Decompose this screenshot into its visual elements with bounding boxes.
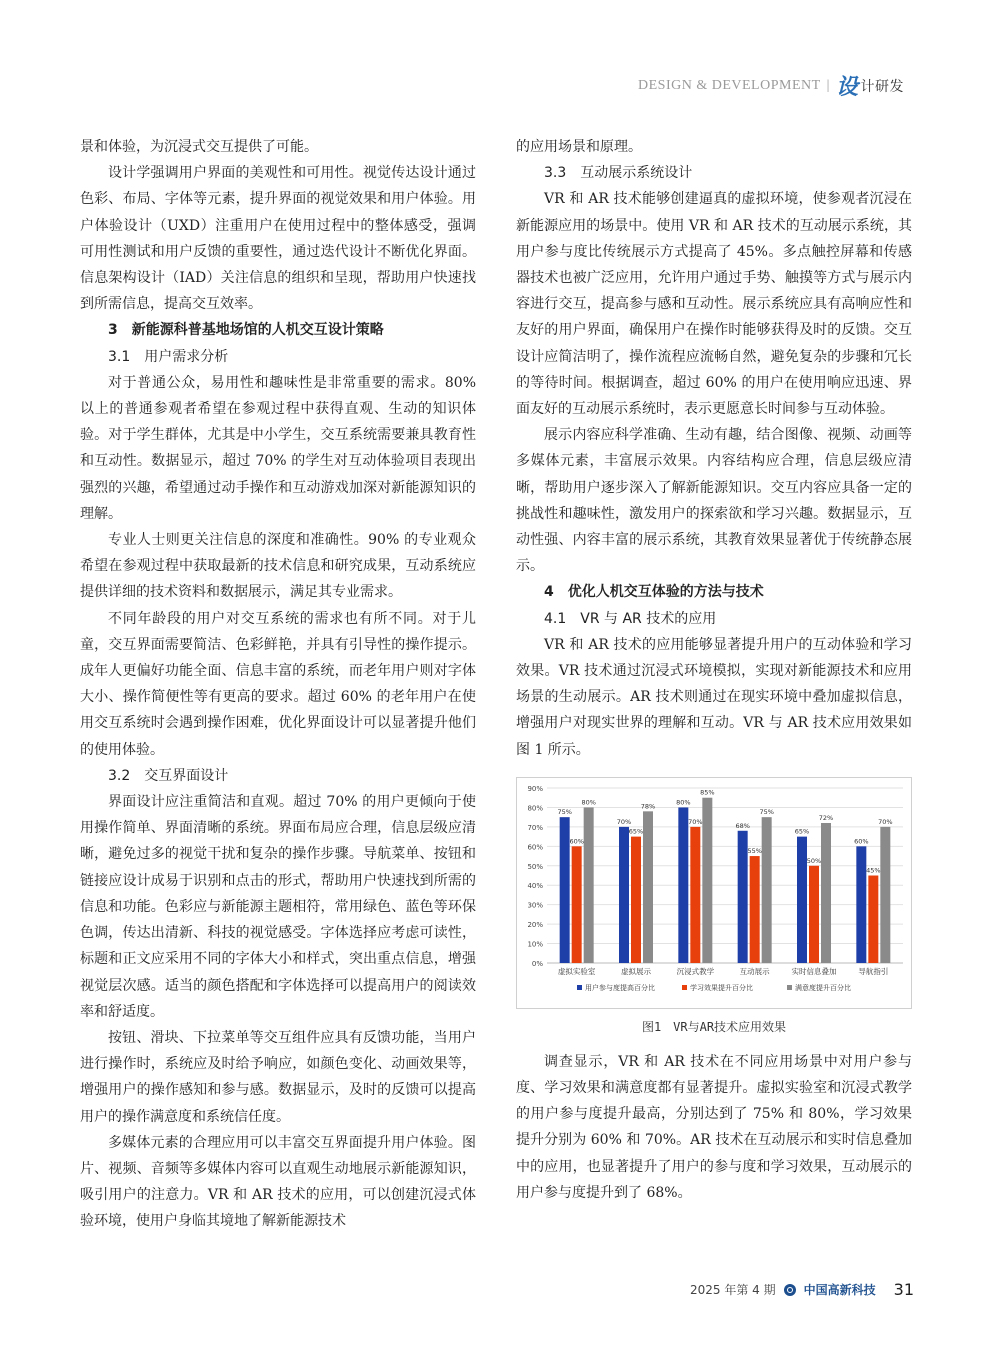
data-label: 50% bbox=[806, 856, 822, 865]
category-label: 互动展示 bbox=[739, 966, 770, 976]
bar bbox=[868, 875, 878, 963]
paragraph: 按钮、滑块、下拉菜单等交互组件应具有反馈功能，当用户进行操作时，系统应及时给予响应，如颜色变化、动画效果等，增强用户的操作感知和参与感。数据显示，及时的反馈可以提高用户的操作满意度和系统信任度。 bbox=[80, 1029, 476, 1125]
paragraph: 对于普通公众，易用性和趣味性是非常重要的需求。80% 以上的普通参观者希望在参观过程中获得直观、生动的知识体验。对于学生群体，尤其是中小学生，交互系统需要兼具教育性和互动性。数据显示，超过 70% 的学生对互动体验项目表现出强烈的兴趣，希望通过动手操作和互动游戏加深对新能源知识的理解。 bbox=[80, 374, 476, 522]
subsection-number: 3.3 bbox=[544, 165, 567, 182]
data-label: 68% bbox=[735, 821, 750, 830]
data-label: 75% bbox=[557, 808, 572, 817]
bar bbox=[631, 836, 641, 962]
bar bbox=[880, 827, 890, 963]
data-label: 72% bbox=[818, 813, 834, 822]
subsection-heading bbox=[516, 606, 912, 632]
header-brand-glyph: 设 bbox=[835, 74, 859, 99]
data-label: 70% bbox=[688, 817, 703, 826]
category-label: 导航指引 bbox=[858, 966, 889, 976]
data-label: 60% bbox=[569, 837, 584, 846]
category-label: 沉浸式教学 bbox=[676, 966, 715, 976]
data-label: 80% bbox=[581, 798, 596, 807]
subsection-title: 交互界面设计 bbox=[144, 767, 229, 784]
subsection-heading bbox=[80, 763, 476, 789]
section-heading: 3 新能源科普基地场馆的人机交互设计策略 bbox=[108, 322, 384, 339]
paragraph: VR 和 AR 技术能够创建逼真的虚拟环境，使参观者沉浸在新能源应用的场景中。使用 VR 和 AR 技术的互动展示系统，其用户参与度比传统展示方式提高了 45%。多点触控屏幕和传感器技术也被广泛应用，允许用户通过手势、触摸等方式与展示内容进行交互，提高参与感和互动性。展示系统应具有高响应性和友好的用户界面，确保用户在操作时能够获得及时的反馈。交互设计应简洁明了，操作流程应流畅自然，避免复杂的步骤和冗长的等待时间。根据调查，超过 60% 的用户在使用响应迅速、界面友好的互动展示系统时，表示更愿意长时间参与互动体验。 bbox=[516, 191, 912, 418]
subsection-heading bbox=[516, 160, 912, 186]
y-tick-label: 10% bbox=[527, 940, 543, 949]
y-tick-label: 0% bbox=[531, 959, 543, 968]
right-column bbox=[516, 134, 912, 1206]
data-label: 85% bbox=[700, 788, 715, 797]
paragraph: 调查显示，VR 和 AR 技术在不同应用场景中对用户参与度、学习效果和满意度都有显著提升。虚拟实验室和沉浸式教学的用户参与度提升最高，分别达到了 75% 和 80%，学习效果提升分别为 60% 和 70%。AR 技术在互动展示和实时信息叠加中的应用，也显著提升了用户的参与度和学习效果，互动展示的用户参与度提升到了 68%。 bbox=[516, 1053, 912, 1201]
subsection-title: 互动展示系统设计 bbox=[580, 165, 693, 182]
y-tick-label: 60% bbox=[527, 843, 543, 852]
header-brand-text: 计研发 bbox=[860, 79, 904, 95]
legend-label: 学习效果提升百分比 bbox=[690, 983, 753, 992]
bar bbox=[678, 807, 688, 963]
legend-swatch bbox=[577, 985, 582, 990]
legend-swatch bbox=[787, 985, 792, 990]
bar bbox=[738, 831, 748, 963]
data-label: 78% bbox=[640, 802, 656, 811]
bar bbox=[690, 827, 700, 963]
figure-chart bbox=[516, 777, 912, 1009]
y-tick-label: 50% bbox=[527, 862, 543, 871]
paragraph: 展示内容应科学准确、生动有趣，结合图像、视频、动画等多媒体元素，丰富展示效果。内容结构应合理，信息层级应清晰，帮助用户逐步深入了解新能源知识。交互内容应具备一定的挑战性和趣味性，激发用户的探索欲和学习兴趣。数据显示，互动性强、内容丰富的展示系统，其教育效果显著优于传统静态展示。 bbox=[516, 427, 912, 575]
paragraph: 设计学强调用户界面的美观性和可用性。视觉传达设计通过色彩、布局、字体等元素，提升界面的视觉效果和用户体验。用户体验设计（UXD）注重用户在使用过程中的整体感受，强调可用性测试和用户反馈的重要性，通过迭代设计不断优化界面。信息架构设计（IAD）关注信息的组织和呈现，帮助用户快速找到所需信息，提高交互效率。 bbox=[80, 165, 476, 313]
y-tick-label: 20% bbox=[527, 920, 543, 929]
data-label: 80% bbox=[676, 798, 691, 807]
paragraph: 景和体验，为沉浸式交互提供了可能。 bbox=[80, 139, 318, 155]
data-label: 60% bbox=[854, 837, 869, 846]
paragraph: 的应用场景和原理。 bbox=[516, 139, 642, 155]
journal-logo-icon bbox=[784, 1284, 796, 1296]
data-label: 45% bbox=[866, 866, 881, 875]
bar-chart bbox=[517, 778, 911, 1008]
bar bbox=[821, 823, 831, 963]
journal-name: 中国高新科技 bbox=[803, 1283, 876, 1297]
bar bbox=[702, 798, 712, 963]
bar bbox=[560, 817, 570, 963]
running-header bbox=[638, 70, 904, 101]
data-label: 75% bbox=[759, 808, 774, 817]
data-label: 65% bbox=[794, 827, 810, 836]
paragraph: 不同年龄段的用户对交互系统的需求也有所不同。对于儿童，交互界面需要简洁、色彩鲜艳，并具有引导性的操作提示。成年人更偏好功能全面、信息丰富的系统，而老年用户则对字体大小、操作简便性等有更高的要求。超过 60% 的老年用户在使用交互系统时会遇到操作困难，优化界面设计可以显著提升他们的使用体验。 bbox=[80, 610, 476, 758]
legend-swatch bbox=[682, 985, 687, 990]
y-tick-label: 70% bbox=[527, 823, 543, 832]
header-separator: | bbox=[826, 77, 830, 93]
subsection-heading bbox=[80, 344, 476, 370]
data-label: 55% bbox=[747, 846, 762, 855]
page-footer bbox=[690, 1280, 914, 1299]
issue-label: 2025 年第 4 期 bbox=[690, 1283, 776, 1297]
bar bbox=[572, 846, 582, 963]
data-label: 70% bbox=[878, 817, 893, 826]
bar bbox=[643, 811, 653, 963]
paragraph: 界面设计应注重简洁和直观。超过 70% 的用户更倾向于使用操作简单、界面清晰的系统。界面布局应合理，信息层级应清晰，避免过多的视觉干扰和复杂的操作步骤。导航菜单、按钮和链接应设计成易于识别和点击的形式，帮助用户快速找到所需的信息和功能。色彩应与新能源主题相符，常用绿色、蓝色等环保色调，传达出清新、科技的视觉感受。字体选择应考虑可读性，标题和正文应采用不同的字体大小和样式，突出重点信息，增强视觉层次感。适当的颜色搭配和字体选择可以提高用户的阅读效率和舒适度。 bbox=[80, 794, 476, 1020]
data-label: 65% bbox=[628, 827, 644, 836]
legend-label: 满意度提升百分比 bbox=[795, 983, 851, 992]
bar bbox=[762, 817, 772, 963]
subsection-title: 用户需求分析 bbox=[144, 348, 229, 365]
paragraph: 多媒体元素的合理应用可以丰富交互界面提升用户体验。图片、视频、音频等多媒体内容可以直观生动地展示新能源知识，吸引用户的注意力。VR 和 AR 技术的应用，可以创建沉浸式体验环境，使用户身临其境地了解新能源技术 bbox=[80, 1134, 476, 1230]
bar bbox=[619, 827, 629, 963]
left-column bbox=[80, 134, 476, 1235]
section-heading: 4 优化人机交互体验的方法与技术 bbox=[544, 584, 764, 601]
y-tick-label: 40% bbox=[527, 882, 543, 891]
y-tick-label: 90% bbox=[527, 784, 543, 793]
category-label: 实时信息叠加 bbox=[791, 966, 837, 976]
category-label: 虚拟展示 bbox=[621, 966, 651, 976]
y-tick-label: 80% bbox=[527, 804, 543, 813]
category-label: 虚拟实验室 bbox=[557, 966, 596, 976]
header-title: DESIGN & DEVELOPMENT bbox=[638, 77, 821, 93]
bar bbox=[797, 836, 807, 962]
subsection-title: VR 与 AR 技术的应用 bbox=[580, 610, 717, 627]
subsection-number: 3.2 bbox=[108, 767, 131, 784]
paragraph: VR 和 AR 技术的应用能够显著提升用户的互动体验和学习效果。VR 技术通过沉浸式环境模拟，实现对新能源技术和应用场景的生动展示。AR 技术则通过在现实环境中叠加虚拟信息，增强用户对现实世界的理解和互动。VR 与 AR 技术应用效果如图 1 所示。 bbox=[516, 636, 912, 758]
subsection-number: 3.1 bbox=[108, 348, 131, 365]
legend-label: 用户参与度提高百分比 bbox=[585, 983, 655, 992]
bar bbox=[856, 846, 866, 963]
page-number: 31 bbox=[893, 1280, 914, 1299]
bar bbox=[809, 866, 819, 963]
bar bbox=[750, 856, 760, 963]
bar bbox=[584, 807, 594, 963]
subsection-number: 4.1 bbox=[544, 610, 567, 627]
paragraph: 专业人士则更关注信息的深度和准确性。90% 的专业观众希望在参观过程中获取最新的技术信息和研究成果，互动系统应提供详细的技术资料和数据展示，满足其专业需求。 bbox=[80, 532, 476, 601]
y-tick-label: 30% bbox=[527, 901, 543, 910]
data-label: 70% bbox=[616, 817, 632, 826]
figure-caption: 图1 VR与AR技术应用效果 bbox=[641, 1019, 787, 1034]
